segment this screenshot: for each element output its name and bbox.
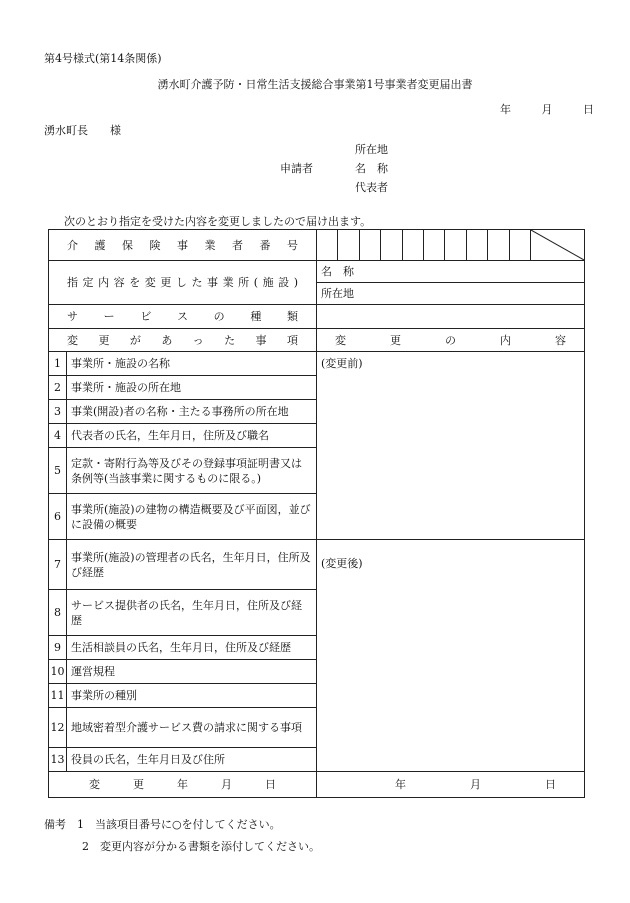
insurer-number-field[interactable] xyxy=(317,230,585,261)
change-after-field[interactable] xyxy=(317,540,585,772)
item-text: 事業所(施設)の管理者の氏名，生年月日，住所及び経歴 xyxy=(67,540,317,590)
applicant-name-label: 名 称 xyxy=(355,162,388,175)
change-date-label: 変更年月日 xyxy=(49,772,317,798)
item-number[interactable]: 12 xyxy=(49,708,67,748)
note-1: 1 当該項目番号に○を付してください。 xyxy=(77,818,281,831)
change-before-field[interactable] xyxy=(317,352,585,540)
item-text: サービス提供者の氏名，生年月日，住所及び経歴 xyxy=(67,590,317,636)
after-label: (変更後) xyxy=(321,557,363,570)
diagonal-line xyxy=(531,230,584,260)
office-address-field[interactable] xyxy=(317,283,585,305)
insurer-number-label: 介護保険事業者番号 xyxy=(49,230,317,261)
item-text: 事業(開設)者の名称・主たる事務所の所在地 xyxy=(67,400,317,424)
change-date-day: 日 xyxy=(545,778,556,791)
item-text: 運営規程 xyxy=(67,660,317,684)
item-number[interactable]: 7 xyxy=(49,540,67,590)
date-day: 日 xyxy=(583,103,594,116)
office-name-label: 名 称 xyxy=(321,265,354,278)
item-number[interactable]: 11 xyxy=(49,684,67,708)
item-number[interactable]: 2 xyxy=(49,376,67,400)
applicant-address-label: 所在地 xyxy=(355,143,388,156)
item-number[interactable]: 5 xyxy=(49,448,67,494)
item-text: 事業所・施設の名称 xyxy=(67,352,317,376)
item-text: 事業所の種別 xyxy=(67,684,317,708)
addressee-honorific: 様 xyxy=(110,124,121,137)
item-text: 役員の氏名，生年月日及び住所 xyxy=(67,748,317,772)
service-type-label: サービスの種類 xyxy=(49,305,317,329)
item-number[interactable]: 1 xyxy=(49,352,67,376)
addressee xyxy=(44,122,121,138)
item-number[interactable]: 8 xyxy=(49,590,67,636)
item-number[interactable]: 6 xyxy=(49,494,67,540)
change-date-field[interactable] xyxy=(317,772,585,798)
change-date-year: 年 xyxy=(395,778,406,791)
item-text: 地域密着型介護サービス費の請求に関する事項 xyxy=(67,708,317,748)
item-number[interactable]: 3 xyxy=(49,400,67,424)
service-type-field[interactable] xyxy=(317,305,585,329)
changed-items-label: 変更があった事項 xyxy=(49,329,317,352)
addressee-name: 湧水町長 xyxy=(44,124,88,137)
notes-label: 備考 xyxy=(44,818,66,831)
date-year: 年 xyxy=(500,103,511,116)
applicant-rep-label: 代表者 xyxy=(355,181,388,194)
submission-date xyxy=(475,101,594,117)
office-name-field[interactable] xyxy=(317,261,585,283)
item-text: 生活相談員の氏名，生年月日，住所及び経歴 xyxy=(67,636,317,660)
applicant-block xyxy=(280,140,388,197)
before-label: (変更前) xyxy=(321,357,363,370)
date-month: 月 xyxy=(541,103,553,116)
change-date-month: 月 xyxy=(470,778,481,791)
office-address-label: 所在地 xyxy=(321,287,354,300)
item-number[interactable]: 10 xyxy=(49,660,67,684)
item-text: 事業所(施設)の建物の構造概要及び平面図，並びに設備の概要 xyxy=(67,494,317,540)
item-text: 定款・寄附行為等及びその登録事項証明書又は条例等(当該事業に関するものに限る。) xyxy=(67,448,317,494)
item-number[interactable]: 4 xyxy=(49,424,67,448)
note-2: 2 変更内容が分かる書類を添付してください。 xyxy=(82,840,320,853)
item-number[interactable]: 9 xyxy=(49,636,67,660)
form-label: 第4号様式(第14条関係) xyxy=(44,52,162,65)
office-label: 指定内容を変更した事業所(施設) xyxy=(49,261,317,305)
change-form-table xyxy=(48,229,585,798)
item-number[interactable]: 13 xyxy=(49,748,67,772)
change-content-label: 変更の内容 xyxy=(317,329,585,352)
notes xyxy=(44,814,320,858)
item-text: 事業所・施設の所在地 xyxy=(67,376,317,400)
document-title: 湧水町介護予防・日常生活支援総合事業第1号事業者変更届出書 xyxy=(157,78,473,91)
intro-text: 次のとおり指定を受けた内容を変更しましたので届け出ます。 xyxy=(64,215,372,228)
item-text: 代表者の氏名，生年月日，住所及び職名 xyxy=(67,424,317,448)
applicant-prefix: 申請者 xyxy=(280,162,313,175)
